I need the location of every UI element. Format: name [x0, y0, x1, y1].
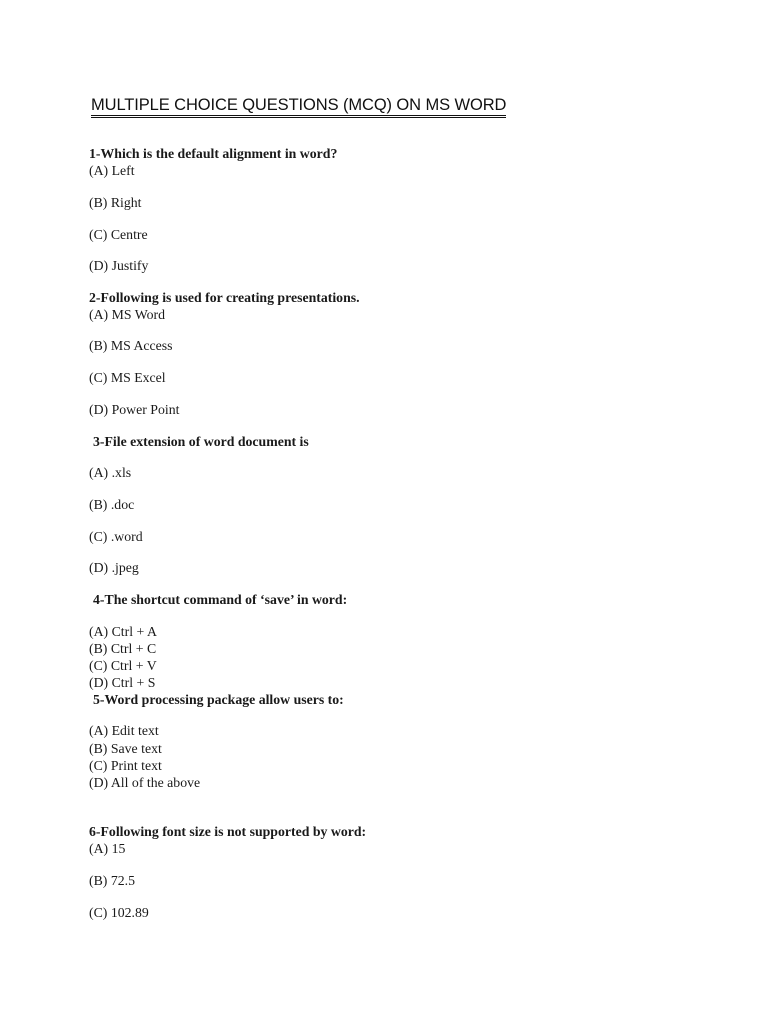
question-6-option-a: (A) 15 [89, 841, 126, 856]
document-title: MULTIPLE CHOICE QUESTIONS (MCQ) ON MS WORD [91, 95, 506, 118]
question-1-option-c: (C) Centre [89, 227, 148, 242]
question-1-option-d: (D) Justify [89, 258, 149, 273]
question-6-option-b: (B) 72.5 [89, 873, 135, 888]
question-5-option-a: (A) Edit text [89, 723, 159, 738]
question-3-option-c: (C) .word [89, 529, 143, 544]
question-5-option-d: (D) All of the above [89, 775, 201, 790]
question-1-option-b: (B) Right [89, 195, 142, 210]
question-5-option-c: (C) Print text [89, 758, 162, 773]
question-4-option-d: (D) Ctrl + S [89, 675, 156, 690]
question-2-option-b: (B) MS Access [89, 338, 173, 353]
question-4-option-a: (A) Ctrl + A [89, 624, 157, 639]
question-3-option-a: (A) .xls [89, 465, 132, 480]
question-5-option-b: (B) Save text [89, 741, 162, 756]
question-6-option-c: (C) 102.89 [89, 905, 149, 920]
question-2-option-c: (C) MS Excel [89, 370, 166, 385]
question-6: 6-Following font size is not supported by word: [89, 824, 367, 839]
question-2-option-a: (A) MS Word [89, 307, 166, 322]
question-1: 1-Which is the default alignment in word? [89, 146, 338, 161]
question-3-option-b: (B) .doc [89, 497, 135, 512]
question-4-option-c: (C) Ctrl + V [89, 658, 157, 673]
question-3-option-d: (D) .jpeg [89, 560, 139, 575]
question-5: 5-Word processing package allow users to: [93, 692, 344, 707]
question-4: 4-The shortcut command of ‘save’ in word: [93, 592, 348, 607]
question-4-option-b: (B) Ctrl + C [89, 641, 157, 656]
question-2-option-d: (D) Power Point [89, 402, 180, 417]
question-2: 2-Following is used for creating presentations. [89, 290, 360, 305]
question-3: 3-File extension of word document is [93, 434, 309, 449]
question-1-option-a: (A) Left [89, 163, 135, 178]
